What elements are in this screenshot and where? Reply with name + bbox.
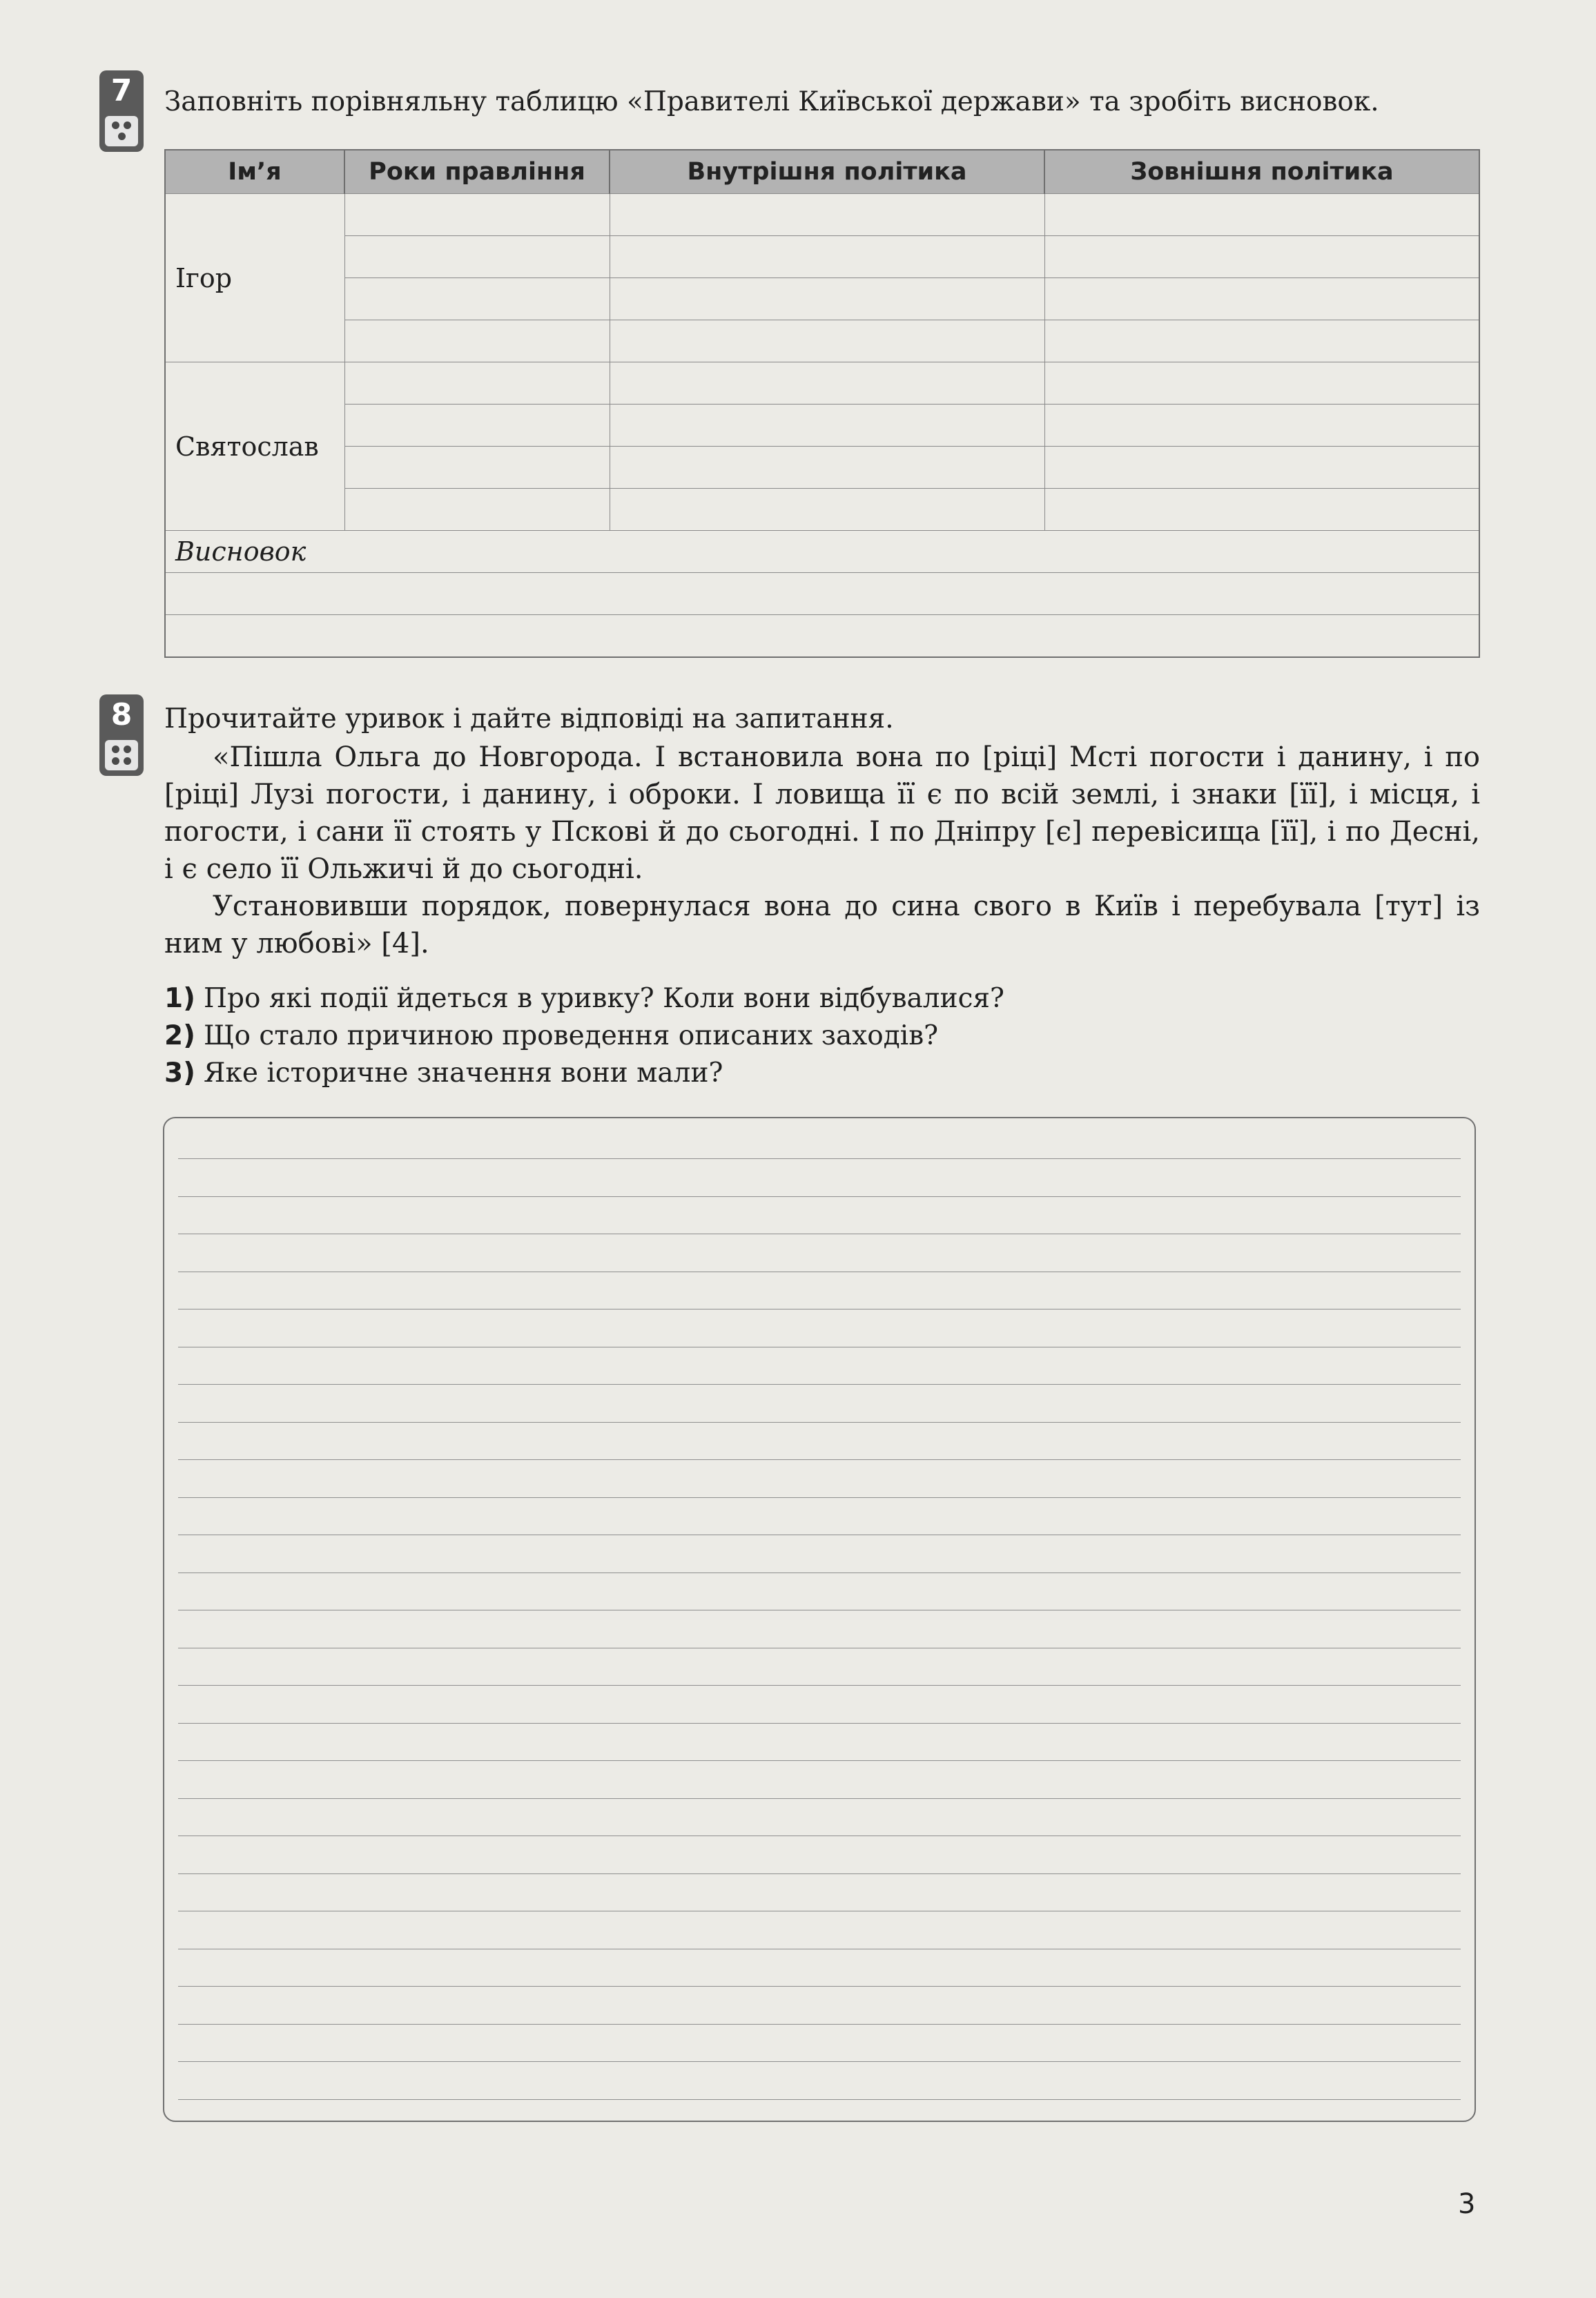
answer-cell[interactable] [344, 320, 610, 362]
answer-cell[interactable] [344, 236, 610, 278]
header-name: Ім’я [165, 150, 344, 194]
answer-cell[interactable] [1044, 447, 1479, 489]
task-7-badge [99, 70, 144, 152]
table-row [165, 489, 1479, 531]
header-domestic-policy: Внутрішня політика [610, 150, 1044, 194]
answer-cell[interactable] [610, 320, 1044, 362]
answer-cell[interactable] [1044, 236, 1479, 278]
answer-writing-line [178, 2099, 1461, 2100]
answer-cell[interactable] [344, 447, 610, 489]
ruler-name-igor: Ігор [165, 194, 344, 362]
answer-cell[interactable] [344, 278, 610, 320]
chronicle-excerpt [164, 739, 1480, 962]
difficulty-dots-icon [105, 740, 138, 770]
answer-writing-line [178, 1459, 1461, 1460]
answer-cell[interactable] [610, 194, 1044, 236]
conclusion-label[interactable]: Висновок [165, 531, 1479, 573]
answer-cell[interactable] [1044, 405, 1479, 447]
answer-cell[interactable] [344, 489, 610, 531]
answer-writing-line [178, 1196, 1461, 1197]
table-row [165, 278, 1479, 320]
answer-writing-line [178, 1422, 1461, 1423]
answer-cell[interactable] [610, 447, 1044, 489]
task-8-badge [99, 694, 144, 776]
answer-writing-line [178, 1873, 1461, 1874]
question-item [164, 1055, 1476, 1092]
table-row [165, 447, 1479, 489]
header-years: Роки правління [344, 150, 610, 194]
conclusion-answer-line[interactable] [165, 615, 1479, 658]
question-item [164, 1017, 1476, 1055]
question-text: Яке історичне значення вони мали? [203, 1058, 723, 1089]
answer-writing-line [178, 1497, 1461, 1498]
answer-writing-line [178, 1798, 1461, 1799]
answer-cell[interactable] [1044, 362, 1479, 405]
excerpt-paragraph-1: «Пішла Ольга до Новгорода. І встановила вона по [ріці] Мсті погости і данину, і по [ріці] Лузі погости, і данину, і оброки. І ловища її є по всій землі, і знаки [її], і місця, і погости, і сани її стоять у Пскові й до сьогодні. І по Дніпру [є] перевісища [її], і по Десні, і є село її Ольжичі й до сьогодні. [164, 741, 1480, 885]
answer-cell[interactable] [1044, 489, 1479, 531]
table-row [165, 320, 1479, 362]
answer-writing-line [178, 1158, 1461, 1159]
answer-cell[interactable] [1044, 320, 1479, 362]
task-8-number: 8 [110, 697, 133, 732]
answer-cell[interactable] [610, 362, 1044, 405]
answer-writing-line [178, 1572, 1461, 1573]
question-text: Про які події йдеться в уривку? Коли вони відбувалися? [203, 983, 1004, 1014]
question-number: 1) [164, 983, 195, 1014]
table-row [165, 405, 1479, 447]
task-8-title: Прочитайте уривок і дайте відповіді на запитання. [164, 703, 894, 734]
rulers-comparison-table [164, 149, 1480, 658]
answer-writing-line [178, 1986, 1461, 1987]
answer-cell[interactable] [610, 489, 1044, 531]
answer-cell[interactable] [1044, 194, 1479, 236]
table-row [165, 362, 1479, 405]
page-number: 3 [1458, 2188, 1476, 2220]
answer-cell[interactable] [610, 405, 1044, 447]
answer-cell[interactable] [610, 278, 1044, 320]
ruler-name-sviatoslav: Святослав [165, 362, 344, 531]
conclusion-row [165, 615, 1479, 658]
conclusion-row [165, 531, 1479, 573]
answer-writing-line [178, 1685, 1461, 1686]
answer-box[interactable] [163, 1117, 1476, 2122]
answer-cell[interactable] [344, 405, 610, 447]
answer-cell[interactable] [1044, 278, 1479, 320]
table-header-row [165, 150, 1479, 194]
task-7-number: 7 [110, 73, 133, 108]
answer-cell[interactable] [344, 362, 610, 405]
excerpt-paragraph-2: Установивши порядок, повернулася вона до сина свого в Київ і перебувала [тут] із ним у любові» [4]. [164, 890, 1480, 960]
answer-cell[interactable] [610, 236, 1044, 278]
header-foreign-policy: Зовнішня політика [1044, 150, 1479, 194]
difficulty-dots-icon [105, 116, 138, 146]
answer-writing-line [178, 1723, 1461, 1724]
answer-writing-line [178, 2061, 1461, 2062]
table-row [165, 236, 1479, 278]
answer-writing-line [178, 1760, 1461, 1761]
question-number: 3) [164, 1058, 195, 1089]
answer-writing-line [178, 1384, 1461, 1385]
questions-list [164, 980, 1476, 1092]
answer-writing-line [178, 2024, 1461, 2025]
question-number: 2) [164, 1020, 195, 1051]
question-item [164, 980, 1476, 1017]
table-row [165, 194, 1479, 236]
conclusion-row [165, 573, 1479, 615]
conclusion-answer-line[interactable] [165, 573, 1479, 615]
answer-cell[interactable] [344, 194, 610, 236]
task-7-title: Заповніть порівняльну таблицю «Правителі Київської держави» та зробіть висновок. [164, 86, 1379, 117]
question-text: Що стало причиною проведення описаних заходів? [203, 1020, 939, 1051]
